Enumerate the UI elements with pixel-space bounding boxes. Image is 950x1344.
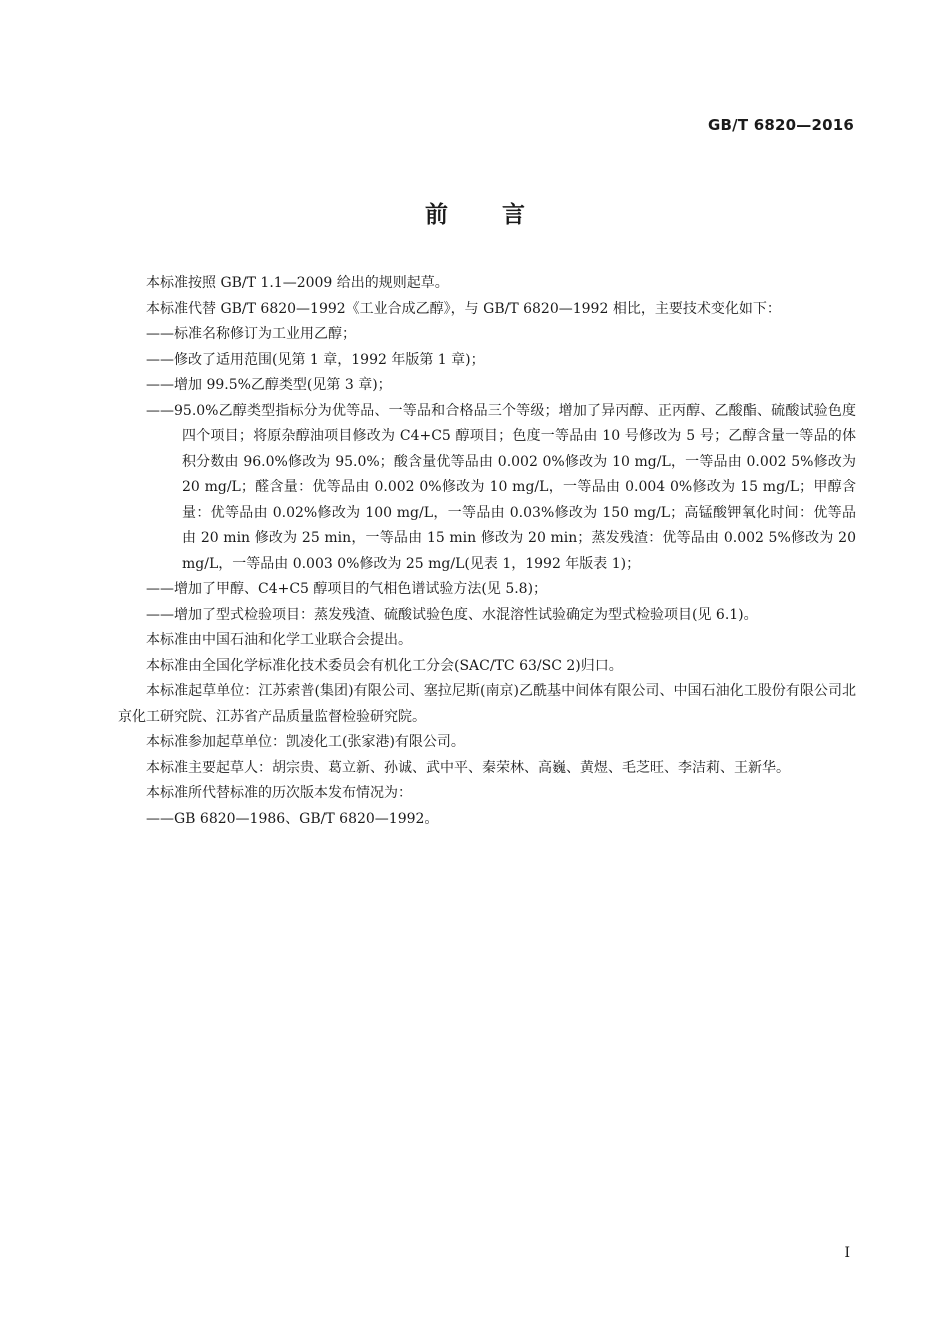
change-item: ——标准名称修订为工业用乙醇； [146,326,356,342]
paragraph-drafting-rules: 本标准按照 GB/T 1.1—2009 给出的规则起草。 [146,275,449,291]
paragraph-drafters: 本标准主要起草人：胡宗贵、葛立新、孙诚、武中平、秦荣林、高巍、黄煜、毛芝旺、李洁莉、王新华。 [146,759,790,776]
paragraph-responsible-committee: 本标准由全国化学标准化技术委员会有机化工分会(SAC/TC 63/SC 2)归口。 [146,657,623,674]
paragraph-proposer: 本标准由中国石油和化学工业联合会提出。 [146,632,412,648]
paragraph-participating-units: 本标准参加起草单位：凯凌化工(张家港)有限公司。 [146,734,465,750]
history-item: ——GB 6820—1986、GB/T 6820—1992。 [146,810,439,827]
change-item: ——增加了型式检验项目：蒸发残渣、硫酸试验色度、水混溶性试验确定为型式检验项目(见 6.1)。 [146,606,758,623]
change-item: ——修改了适用范围(见第 1 章，1992 年版第 1 章)； [146,351,485,368]
standard-code: GB/T 6820—2016 [708,116,854,134]
page-title-char-1: 前 [425,202,448,228]
change-item: ——95.0%乙醇类型指标分为优等品、一等品和合格品三个等级；增加了异丙醇、正丙醇、乙酸酯、硫酸试验色度四个项目；将原杂醇油项目修改为 C4+C5 醇项目；色度一等品由 10 号修改为 5 号；乙醇含量一等品的体积分数由 96.0%修改为 95.0%；酸含量优等品由 0.002 0%修改为 10 mg/L，一等品由 0.002 5%修改为 20 mg/L；醛含量：优等品由 0.002 0%修改为 10 mg/L，一等品由 0.004 0%修改为 15 mg/L；甲醇含量：优等品由 0.02%修改为 100 mg/L，一等品由 0.03%修改为 150 mg/L；高锰酸钾氧化时间：优等品由 20 min 修改为 25 min，一等品由 15 min 修改为 20 min；蒸发残渣：优等品由 0.002 5%修改为 20 mg/L，一等品由 0.003 0%修改为 25 mg/L(见表 1，1992 年版表 1)； [146,402,856,572]
page-number: I [844,1245,850,1261]
change-item: ——增加了甲醇、C4+C5 醇项目的气相色谱试验方法(见 5.8)； [146,581,548,597]
page-title-char-2: 言 [502,202,525,228]
paragraph-drafting-units: 本标准起草单位：江苏索普(集团)有限公司、塞拉尼斯(南京)乙酰基中间体有限公司、中国石油化工股份有限公司北京化工研究院、江苏省产品质量监督检验研究院。 [118,683,856,725]
page-title [0,196,950,229]
paragraph-history-intro: 本标准所代替标准的历次版本发布情况为： [146,785,412,801]
paragraph-replaces: 本标准代替 GB/T 6820—1992《工业合成乙醇》，与 GB/T 6820—1992 相比，主要技术变化如下： [146,300,781,317]
document-body [118,271,856,832]
change-item: ——增加 99.5%乙醇类型(见第 3 章)； [146,377,392,393]
